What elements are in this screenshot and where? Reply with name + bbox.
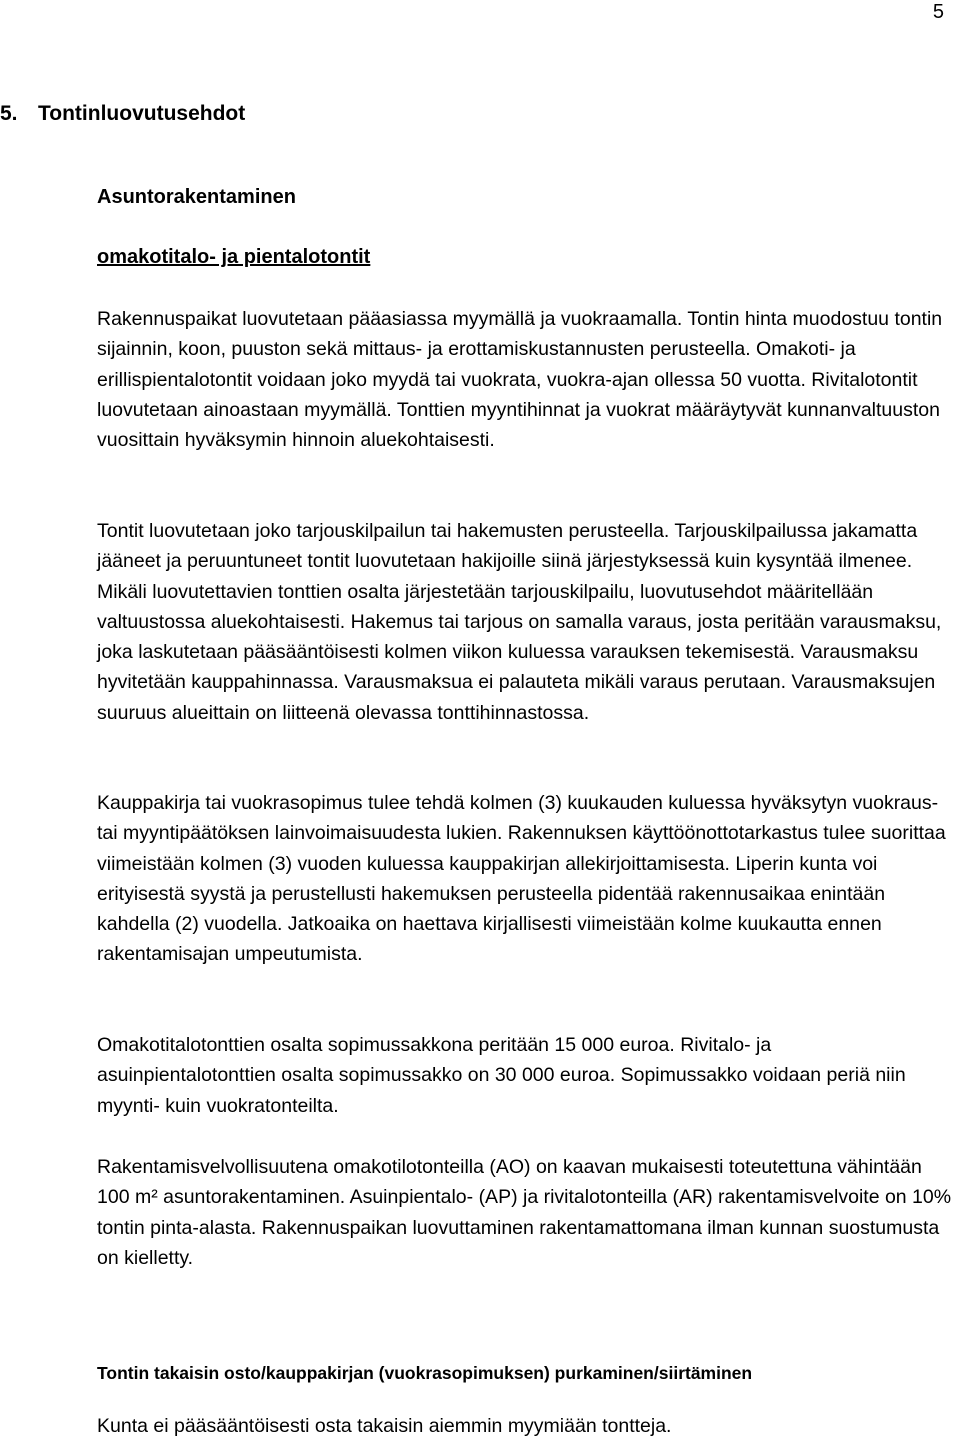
subsection-heading: Tontin takaisin osto/kauppakirjan (vuokrasopimuksen) purkaminen/siirtäminen <box>97 1363 753 1383</box>
paragraph-allocation: Tontit luovutetaan joko tarjouskilpailun tai hakemusten perusteella. Tarjouskilpailussa jakamatta jääneet ja peruuntuneet tontit luovutetaan hakijoille siinä järjestyksessä kuin kysyntää ilmenee. Mikäli luovutettavien tonttien osalta järjestetään tarjouskilpailu, luovutusehdot määritellään valtuustossa aluekohtaisesti. Hakemus tai tarjous on samalla varaus, josta peritään varausmaksu, joka laskutetaan pääsääntöisesti kolmen viikon kuluessa varauksen tekemisestä. Varausmaksu hyvitetään kauppahinnassa. Varausmaksua ei palauteta mikäli varaus perutaan. Varausmaksujen suuruus alueittain on liitteenä olevassa tonttihinnastossa. <box>97 520 942 724</box>
paragraph-buyback: Kunta ei pääsääntöisesti osta takaisin aiemmin myymiään tontteja. <box>97 1415 672 1437</box>
paragraph-contract-deadlines: Kauppakirja tai vuokrasopimus tulee tehdä kolmen (3) kuukauden kuluessa hyväksytyn vuokraus- tai myyntipäätöksen lainvoimaisuudesta lukien. Rakennuksen käyttöönottotarkastus tulee suorittaa viimeistään kolmen (3) vuoden kuluessa kauppakirjan allekirjoittamisesta. Liperin kunta voi erityisestä syystä ja perustellusti hakemuksen perusteella pidentää rakennusaikaa enintään kahdella (2) vuodella. Jatkoaika on haettava kirjallisesti viimeistään kolme kuukautta ennen rakentamisajan umpeutumista. <box>97 792 946 966</box>
paragraph-building-obligation: Rakentamisvelvollisuutena omakotilotonteilla (AO) on kaavan mukaisesti toteutettuna vähintään 100 m² asuntorakentaminen. Asuinpientalo- (AP) ja rivitalotonteilla (AR) rakentamisvelvoite on 10% tontin pinta-alasta. Rakennuspaikan luovuttaminen rakentamattomana ilman kunnan suostumusta on kielletty. <box>97 1156 952 1269</box>
paragraph-pricing: Rakennuspaikat luovutetaan pääasiassa myymällä ja vuokraamalla. Tontin hinta muodostuu tontin sijainnin, koon, puuston sekä mittaus- ja erottamiskustannusten perusteella. Omakoti- ja erillispientalotontit voidaan joko myydä tai vuokrata, vuokra-ajan ollessa 50 vuotta. Rivitalotontit luovutetaan ainoastaan myymällä. Tonttien myyntihinnat ja vuokrat määräytyvät kunnanvaltuuston vuosittain hyväksymin hinnoin aluekohtaisesti. <box>97 308 943 452</box>
section-number: 5. <box>0 102 18 125</box>
paragraph-penalty: Omakotitalotonttien osalta sopimussakkona peritään 15 000 euroa. Rivitalo- ja asuinpientalotonttien osalta sopimussakko on 30 000 euroa. Sopimussakko voidaan periä niin myynti- kuin vuokratonteilta. <box>97 1034 906 1117</box>
section-heading <box>0 101 245 127</box>
subheading-underlined: omakotitalo- ja pientalotontit <box>97 246 371 268</box>
subheading: Asuntorakentaminen <box>97 186 296 208</box>
page-number: 5 <box>932 1 944 23</box>
section-title: Tontinluovutusehdot <box>38 102 246 125</box>
